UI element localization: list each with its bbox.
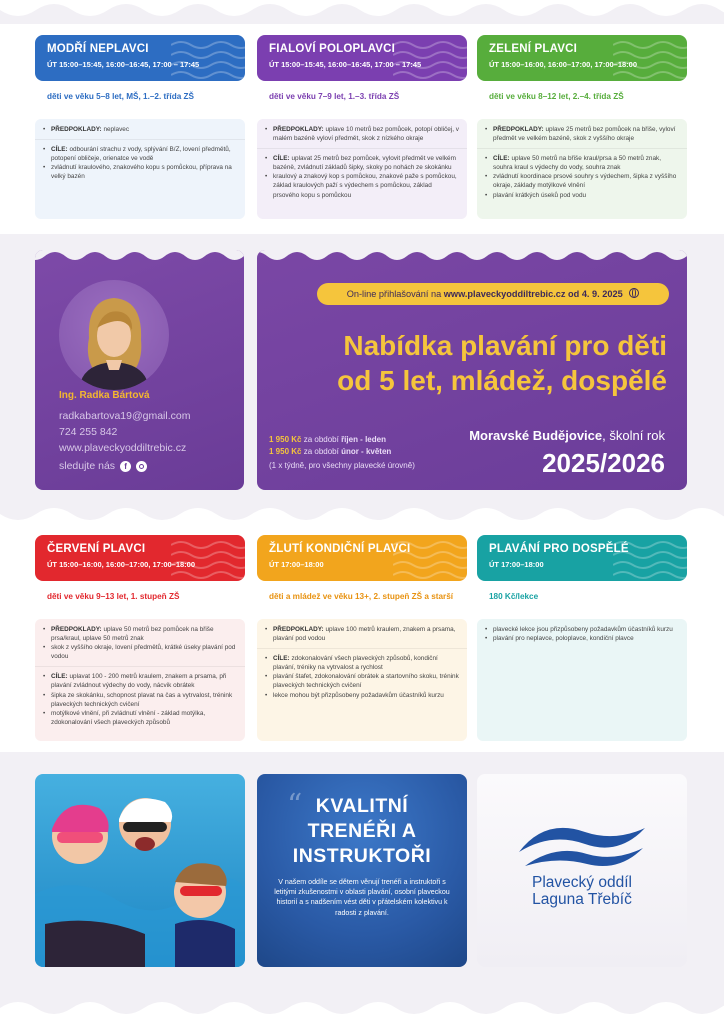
course-card-yellow [257, 535, 467, 741]
prereq-text: neplavec [103, 126, 130, 133]
price-label: za období [301, 447, 342, 456]
goals-label: CÍLE: [51, 146, 68, 154]
globe-icon [629, 288, 639, 298]
quote-text: V našem oddíle se dětem věnují trenéři a instruktoři s letitými zkušenostmi v oblasti plavání, osobní plaveckou historií a s nadšením vést děti v přátelském kolektivu k radosti z plavání. [274, 877, 450, 917]
course-card-purple [257, 35, 467, 219]
goals-item [485, 154, 679, 172]
wave-edge-decoration [35, 250, 244, 266]
goals-extra-item: • motýlkové vlnění, při zvládnutí vlnění - základ motýlka, zdokonalování všech plaveckých způsobů [43, 709, 237, 727]
swimmers-image-icon [35, 774, 245, 967]
card-age: děti ve věku 9–13 let, 1. stupeň ZŠ [47, 592, 180, 601]
prereq-text: uplave 100 metrů kraulem, znakem a prsama, plavání pod vodou [273, 626, 456, 643]
goals-text: uplavat 25 metrů bez pomůcek, vylovit předmět ve velkém bazéně, zvládnutí základů šipky, skoky po nohách ze skokánku [273, 155, 456, 172]
goals-label: CÍLE: [273, 655, 290, 663]
kids-swimming-photo [35, 774, 245, 967]
follow-label: sledujte nás [59, 460, 116, 472]
goals-text: uplavat 100 - 200 metrů kraulem, znakem a prsama, při plavání zvládnout výdechy do vody, nácvik obrátek [51, 673, 227, 690]
goals-item [43, 145, 237, 163]
online-registration-banner[interactable] [317, 283, 669, 305]
coach-photo [59, 280, 169, 390]
course-card-blue [35, 35, 245, 219]
card-times: ÚT 17:00–18:00 [269, 560, 324, 569]
card-body [477, 119, 687, 219]
main-title [337, 328, 667, 398]
online-date: od 4. 9. 2025 [565, 289, 623, 299]
wave-pattern-icon [171, 535, 245, 581]
club-name-line2: Laguna Třebíč [532, 891, 632, 909]
card-title: ČERVENÍ PLAVCI [47, 543, 146, 555]
card-body [35, 119, 245, 219]
wave-pattern-icon [171, 35, 245, 81]
goals-extra-item: • plavání krátkých úseků pod vodu [485, 191, 679, 200]
middle-wave-decoration [0, 500, 724, 530]
divider [257, 648, 467, 649]
goals-text: uplave 50 metrů na břiše kraul/prsa a 50 metrů znak, souhra kraul s výdechy do vody, souhra znak [493, 155, 662, 172]
card-body [35, 619, 245, 741]
club-logo-tile [477, 774, 687, 967]
divider [35, 139, 245, 140]
wave-pattern-icon [393, 35, 467, 81]
divider [257, 148, 467, 149]
info-item: • plavecké lekce jsou přizpůsobeny požadavkům účastníků kurzu [485, 625, 679, 634]
card-times: ÚT 15:00–15:45, 16:00–16:45, 17:00 – 17:45 [269, 60, 422, 69]
price-period: říjen - leden [341, 435, 386, 444]
course-card-green [477, 35, 687, 219]
prereq-extra-item: • skok z vyššího okraje, lovení předmětů, krátké úseky plavání pod vodou [43, 643, 237, 661]
goals-label: CÍLE: [273, 155, 290, 163]
goals-extra-item: • zvládnutí kraulového, znakového kopu s pomůckou, příprava na velký bazén [43, 163, 237, 181]
card-title: MODŘÍ NEPLAVCI [47, 43, 149, 55]
card-title: FIALOVÍ POLOPLAVCI [269, 43, 396, 55]
wave-pattern-icon [613, 35, 687, 81]
prereq-item [43, 625, 237, 643]
location-name: Moravské Budějovice [469, 428, 603, 443]
price-amount: 1 950 Kč [269, 447, 302, 456]
prereq-item [265, 125, 459, 143]
bottom-wave-decoration [0, 994, 724, 1024]
card-title: ŽLUTÍ KONDIČNÍ PLAVCI [269, 543, 411, 555]
goals-item [265, 154, 459, 172]
social-row [59, 460, 147, 472]
instagram-icon[interactable] [136, 461, 147, 472]
prereq-item [485, 125, 679, 143]
card-title: ZELENÍ PLAVCI [489, 43, 578, 55]
price-note: (1 x týdně, pro všechny plavecké úrovně) [269, 461, 415, 470]
goals-extra-item: • šipka ze skokánku, schopnost plavat na čas a vytrvalost, trénink plaveckých technických cvičení [43, 691, 237, 709]
goals-text: zdokonalování všech plaveckých způsobů, kondiční plavání, tréniky na vytrvalost a rychlost [273, 655, 438, 672]
prereq-text: uplave 10 metrů bez pomůcek, potopí obličej, v malém bazéně vyloví předmět, skok z nízkého okraje [273, 126, 460, 143]
card-age: děti ve věku 8–12 let, 2.–4. třída ZŠ [489, 92, 624, 101]
card-body [257, 619, 467, 741]
price-row-1 [269, 435, 386, 444]
prereq-label: PŘEDPOKLADY: [273, 126, 324, 133]
location-suffix: , školní rok [602, 428, 665, 443]
school-year: 2025/2026 [542, 448, 665, 478]
goals-label: CÍLE: [51, 673, 68, 681]
prereq-label: PŘEDPOKLADY: [493, 126, 544, 133]
prereq-label: PŘEDPOKLADY: [51, 126, 102, 133]
goals-extra-item: • plavání štafet, zdokonalování obrátek a startovního skoku, trénink plaveckých technických cvičení [265, 672, 459, 690]
coach-phone[interactable]: 724 255 842 [59, 426, 118, 438]
main-title-line1: Nabídka plavání pro děti [343, 330, 667, 361]
card-header [257, 535, 467, 581]
coaches-quote-tile [257, 774, 467, 967]
goals-label: CÍLE: [493, 155, 510, 163]
prereq-text: uplave 25 metrů bez pomůcek na břiše, vyloví předmět ve velkém bazéně, skok z vyššího okraje [493, 126, 676, 143]
location [469, 428, 665, 443]
laguna-wave-logo-icon [515, 822, 649, 872]
card-times: ÚT 15:00–15:45, 16:00–16:45, 17:00 – 17:45 [47, 60, 200, 69]
card-age: děti ve věku 5–8 let, MŠ, 1.–2. třída ZŠ [47, 92, 194, 101]
coach-panel [35, 250, 244, 490]
prereq-item [43, 125, 237, 134]
quote-mark-icon: “ [287, 788, 303, 823]
card-header [477, 35, 687, 81]
course-card-red [35, 535, 245, 741]
wave-pattern-icon [393, 535, 467, 581]
goals-extra-item: • zvládnutí koordinace prsové souhry s výdechem, šipka z vyššího okraje, základy motýlkové vlnění [485, 172, 679, 190]
prereq-label: PŘEDPOKLADY: [273, 626, 324, 633]
card-age: děti a mládež ve věku 13+, 2. stupeň ZŠ a starší [269, 592, 454, 601]
prereq-item [265, 625, 459, 643]
prereq-text: uplave 50 metrů bez pomůcek na břiše prsa/kraul, uplave 50 metrů znak [51, 626, 214, 643]
promo-panel [257, 250, 687, 490]
coach-name: Ing. Radka Bártová [59, 390, 150, 401]
card-age: děti ve věku 7–9 let, 1.–3. třída ZŠ [269, 92, 400, 101]
card-body [477, 619, 687, 741]
goals-extra-item: • lekce mohou být přizpůsobeny požadavkům účastníků kurzu [265, 691, 459, 700]
club-name [477, 874, 687, 908]
prereq-label: PŘEDPOKLADY: [51, 626, 102, 633]
wave-edge-decoration [257, 250, 687, 266]
price-amount: 1 950 Kč [269, 435, 302, 444]
info-item: • plavání pro neplavce, poloplavce, kondiční plavce [485, 634, 679, 643]
coach-website[interactable]: www.plaveckyoddiltrebic.cz [59, 442, 187, 454]
price-period: únor - květen [341, 447, 392, 456]
card-header [35, 535, 245, 581]
price-row-2 [269, 447, 391, 456]
online-prefix: On-line přihlašování na [346, 289, 444, 299]
card-header [477, 535, 687, 581]
person-avatar-icon [59, 280, 169, 390]
course-card-teal [477, 535, 687, 741]
facebook-icon[interactable]: f [120, 461, 131, 472]
card-body [257, 119, 467, 219]
card-price: 180 Kč/lekce [489, 592, 539, 601]
goals-item [43, 672, 237, 690]
goals-item [265, 654, 459, 672]
wave-pattern-icon [613, 535, 687, 581]
price-label: za období [301, 435, 342, 444]
top-wave-decoration [0, 0, 724, 24]
coach-email[interactable]: radkabartova19@gmail.com [59, 410, 191, 422]
card-title: PLAVÁNÍ PRO DOSPĚLÉ [489, 543, 629, 555]
goals-text: odbourání strachu z vody, splývání B/Z, lovení předmětů, potopení obličeje, orienatce ve vodě [51, 146, 231, 163]
card-header [257, 35, 467, 81]
card-times: ÚT 17:00–18:00 [489, 560, 544, 569]
goals-extra-item: • kraulový a znakový kop s pomůckou, znakové paže s pomůckou, základ kraulových paží s výdechem s pomůckou, základ prsového kopu s pomůckou [265, 172, 459, 199]
card-header [35, 35, 245, 81]
online-url[interactable]: www.plaveckyoddiltrebic.cz [443, 289, 566, 299]
card-times: ÚT 15:00–16:00, 16:00–17:00, 17:00–18:00 [489, 60, 638, 69]
quote-title: KVALITNÍ TRENÉŘI A INSTRUKTOŘI [292, 795, 432, 867]
divider [477, 148, 687, 149]
main-title-line2: od 5 let, mládež, dospělé [337, 365, 667, 396]
card-times: ÚT 15:00–16:00, 16:00–17:00, 17:00–18:00 [47, 560, 196, 569]
club-name-line1: Plavecký oddíl [532, 874, 632, 891]
divider [35, 666, 245, 667]
